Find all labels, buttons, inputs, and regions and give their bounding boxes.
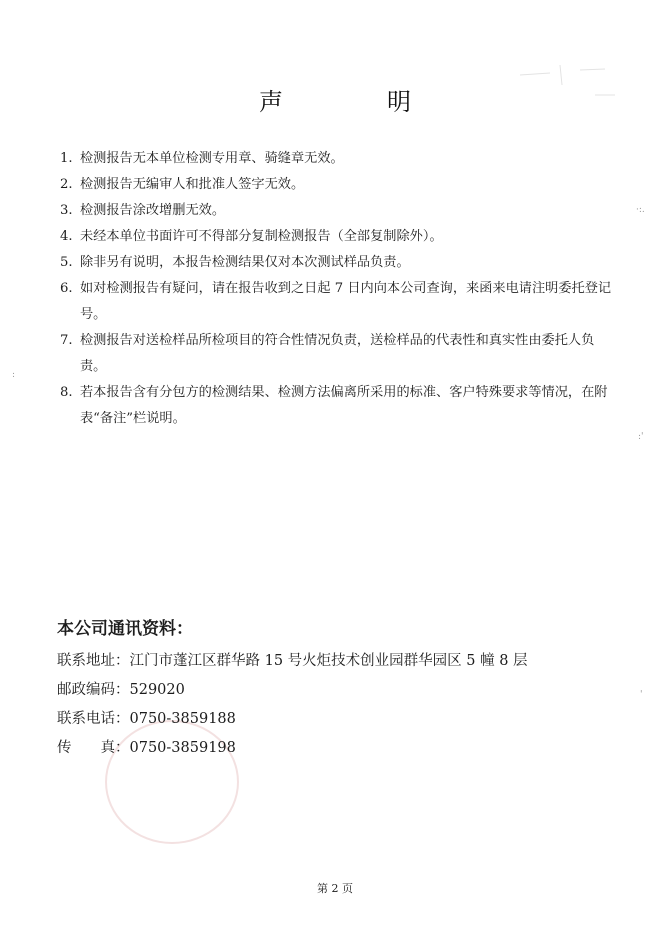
page-number: 第 2 页 xyxy=(317,882,353,895)
clause-text: 未经本单位书面许可不得部分复制检测报告（全部复制除外）。 xyxy=(80,229,443,244)
clause-item xyxy=(60,276,620,328)
clause-number: 7. xyxy=(60,333,73,348)
clause-text: 若本报告含有分包方的检测结果、检测方法偏离所采用的标准、客户特殊要求等情况，在附表“备注”栏说明。 xyxy=(80,385,608,426)
clause-item xyxy=(60,172,620,198)
clause-number: 6. xyxy=(60,281,73,296)
contact-postcode: 邮政编码：529020 xyxy=(57,682,185,698)
contact-section xyxy=(57,614,617,763)
clause-number: 8. xyxy=(60,385,73,400)
clause-number: 5. xyxy=(60,255,73,270)
clause-text: 检测报告对送检样品所检项目的符合性情况负责，送检样品的代表性和真实性由委托人负责。 xyxy=(80,333,595,374)
clause-item xyxy=(60,224,620,250)
page-title: 声 明 xyxy=(259,88,451,116)
scan-mark: ·:. xyxy=(636,205,645,215)
clause-item xyxy=(60,198,620,224)
contact-heading: 本公司通讯资料： xyxy=(57,619,193,639)
clause-text: 除非另有说明，本报告检测结果仅对本次测试样品负责。 xyxy=(80,255,410,270)
clause-list xyxy=(60,146,620,432)
scan-mark: :' xyxy=(638,432,644,442)
clause-text: 检测报告无编审人和批准人签字无效。 xyxy=(80,177,305,192)
contact-fax: 传 真：0750-3859198 xyxy=(57,740,236,756)
clause-text: 如对检测报告有疑问，请在报告收到之日起 7 日内向本公司查询，来函来电请注明委托登记号。 xyxy=(80,281,612,322)
clause-number: 3. xyxy=(60,203,73,218)
clause-item xyxy=(60,146,620,172)
clause-number: 2. xyxy=(60,177,73,192)
scan-mark: ' xyxy=(640,690,643,700)
clause-number: 1. xyxy=(60,151,73,166)
contact-address: 联系地址：江门市蓬江区群华路 15 号火炬技术创业园群华园区 5 幢 8 层 xyxy=(57,653,528,669)
clause-text: 检测报告涂改增删无效。 xyxy=(80,203,226,218)
clause-item xyxy=(60,328,620,380)
contact-phone: 联系电话：0750-3859188 xyxy=(57,711,236,727)
clause-item xyxy=(60,250,620,276)
clause-item xyxy=(60,380,620,432)
clause-text: 检测报告无本单位检测专用章、骑缝章无效。 xyxy=(80,151,344,166)
clause-number: 4. xyxy=(60,229,73,244)
scan-mark: : xyxy=(12,370,16,380)
